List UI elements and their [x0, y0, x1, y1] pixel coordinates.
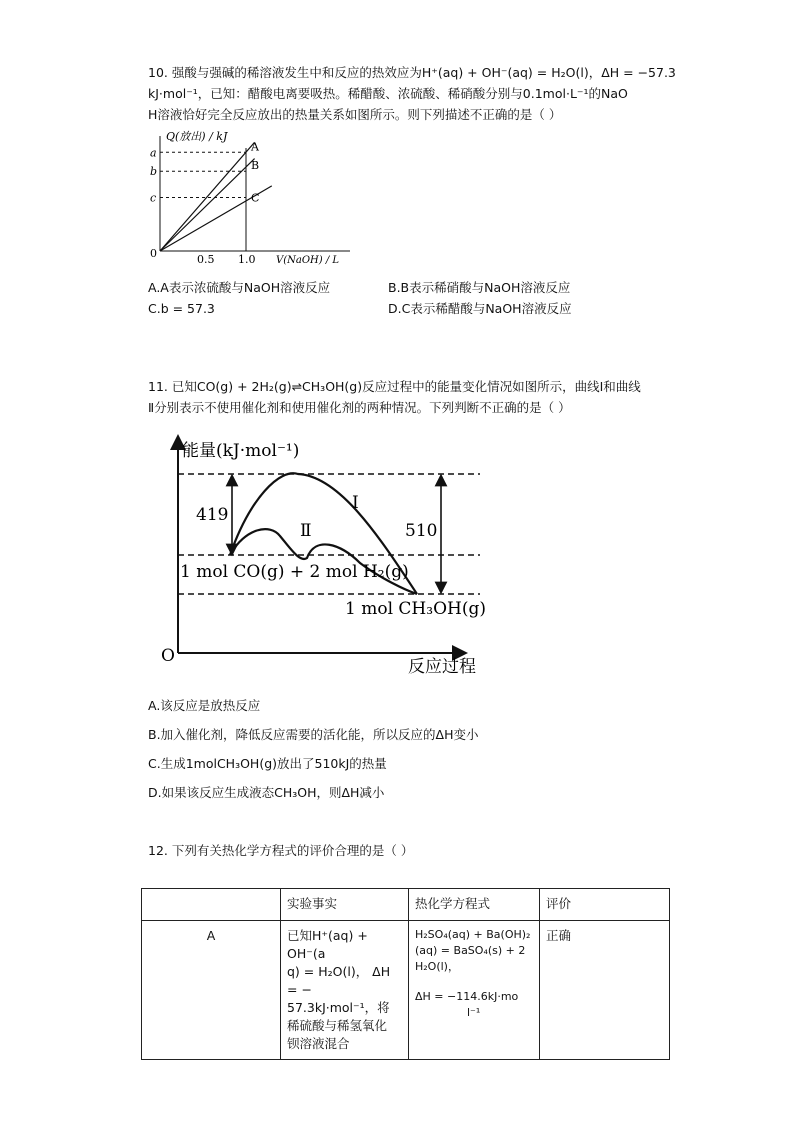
q10-origin-label: 0	[150, 247, 157, 260]
q11-line-1: 11. 已知CO(g) + 2H₂(g)⇌CH₃OH(g)反应过程中的能量变化情况如图所示，曲线Ⅰ和曲线	[148, 379, 641, 394]
q10-series-A	[160, 142, 255, 251]
q11-option-c[interactable]: C.生成1molCH₃OH(g)放出了510kJ的热量	[148, 756, 387, 771]
q12-table	[141, 888, 670, 1060]
q11-label-product: 1 mol CH₃OH(g)	[345, 599, 486, 619]
table-header-row	[142, 889, 670, 921]
q10-option-b[interactable]: B.B表示稀硝酸与NaOH溶液反应	[388, 280, 571, 295]
q10-y-axis-label: Q(放出) / kJ	[166, 130, 228, 143]
q11-energy-diagram	[150, 428, 510, 680]
q10-y-tick-b: b	[150, 165, 158, 179]
q11-option-a[interactable]: A.该反应是放热反应	[148, 698, 261, 713]
q10-line-3: H溶液恰好完全反应放出的热量关系如图所示。则下列描述不正确的是（ ）	[148, 107, 562, 122]
equation-cell	[409, 921, 540, 1060]
q10-x-axis-label: V(NaOH) / L	[276, 255, 340, 266]
evaluation-cell: 正确	[540, 921, 670, 1060]
q11-y-axis-label: 能量(kJ·mol⁻¹)	[182, 441, 300, 461]
equation-line: H₂O(l)，	[415, 960, 459, 973]
header-equation: 热化学方程式	[409, 889, 540, 921]
q11-curve-I-label: Ⅰ	[352, 493, 359, 513]
equation-line: ΔH = −114.6kJ·mo	[415, 990, 519, 1003]
fact-line: 稀硫酸与稀氢氧化	[287, 1018, 388, 1033]
q11-line-2: Ⅱ分别表示不使用催化剂和使用催化剂的两种情况。下列判断不正确的是（ ）	[148, 400, 571, 415]
question-11-stem	[148, 376, 768, 418]
fact-cell	[281, 921, 409, 1060]
q11-option-d[interactable]: D.如果该反应生成液态CH₃OH，则ΔH减小	[148, 785, 385, 800]
header-empty	[142, 889, 281, 921]
q10-option-a[interactable]: A.A表示浓硫酸与NaOH溶液反应	[148, 280, 331, 295]
equation-line: H₂SO₄(aq) + Ba(OH)₂	[415, 928, 531, 941]
q11-label-510: 510	[405, 521, 438, 541]
q10-y-tick-a: a	[150, 146, 157, 160]
q10-x-tick-0.5: 0.5	[197, 253, 215, 266]
q11-option-b[interactable]: B.加入催化剂，降低反应需要的活化能，所以反应的ΔH变小	[148, 727, 479, 742]
fact-line: 钡溶液混合	[287, 1036, 350, 1051]
q10-y-tick-c: c	[150, 191, 157, 205]
q10-line-1: 10. 强酸与强碱的稀溶液发生中和反应的热效应为H⁺(aq) + OH⁻(aq) = H₂O(l)，ΔH = −57.3	[148, 65, 676, 80]
q11-origin-label: O	[161, 646, 175, 666]
q11-label-reactants: 1 mol CO(g) + 2 mol H₂(g)	[180, 562, 409, 582]
q10-option-c[interactable]: C.b = 57.3	[148, 301, 215, 316]
fact-line: 已知H⁺(aq) + OH⁻(a	[287, 928, 368, 961]
q11-label-419: 419	[196, 505, 229, 525]
question-10-stem	[148, 62, 768, 125]
fact-line: 57.3kJ·mol⁻¹，将	[287, 1000, 390, 1015]
q10-option-d[interactable]: D.C表示稀醋酸与NaOH溶液反应	[388, 301, 572, 316]
table-row	[142, 921, 670, 1060]
q10-line-2: kJ·mol⁻¹，已知：醋酸电离要吸热。稀醋酸、浓硫酸、稀硝酸分别与0.1mol·L⁻¹的NaO	[148, 86, 628, 101]
q10-x-tick-1.0: 1.0	[238, 253, 256, 266]
header-evaluation: 评价	[540, 889, 670, 921]
equation-line: (aq) = BaSO₄(s) + 2	[415, 944, 526, 957]
row-label: A	[142, 921, 281, 1060]
q10-heat-chart	[140, 126, 380, 276]
fact-line: q) = H₂O(l)， ΔH = −	[287, 964, 391, 997]
equation-line: l⁻¹	[467, 1006, 481, 1019]
q11-x-axis-label: 反应过程	[408, 657, 476, 677]
header-fact: 实验事实	[281, 889, 409, 921]
q10-series-label-C: C	[251, 191, 260, 205]
q10-series-label-B: B	[251, 159, 260, 173]
q11-curve-II-label: Ⅱ	[300, 521, 312, 541]
q12-stem: 12. 下列有关热化学方程式的评价合理的是（ ）	[148, 843, 414, 858]
q10-series-label-A: A	[251, 140, 259, 154]
